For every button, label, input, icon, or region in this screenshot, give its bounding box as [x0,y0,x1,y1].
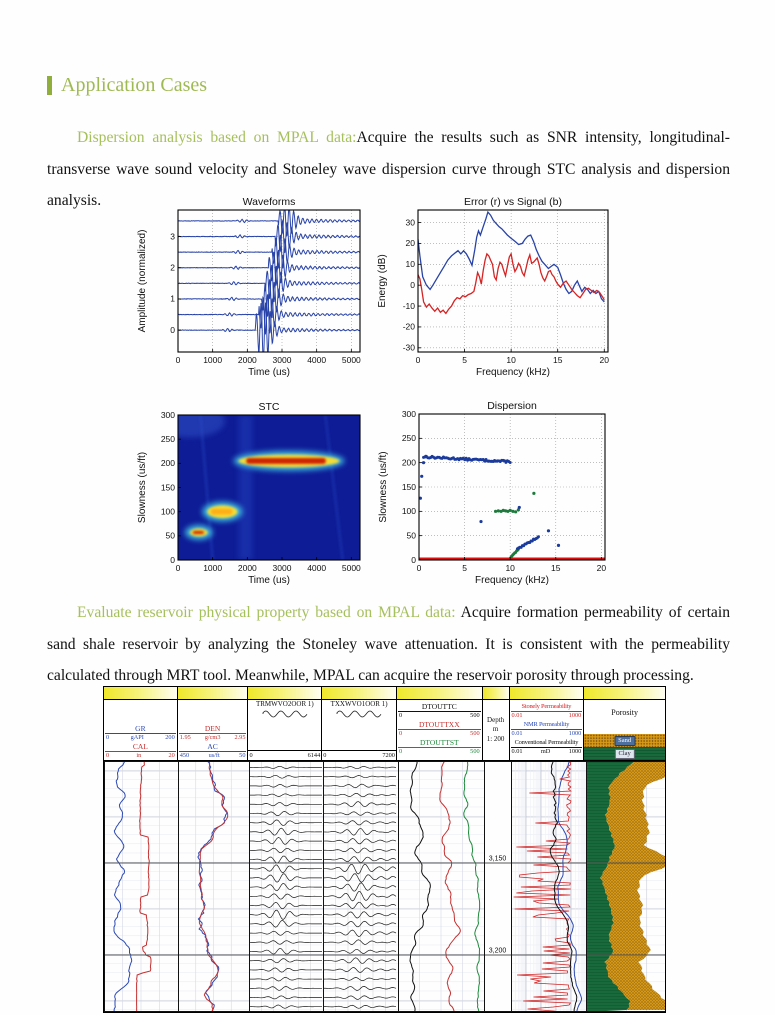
svg-text:Frequency (kHz): Frequency (kHz) [476,367,550,378]
log-track-header-porosity [584,700,665,760]
svg-text:10: 10 [506,355,516,365]
log-body [103,761,666,1013]
curve-scale: 0 in 20 [106,752,175,759]
svg-text:Amplitude (normalized): Amplitude (normalized) [137,229,148,333]
svg-text:Time (us): Time (us) [248,575,290,586]
svg-text:30: 30 [405,217,415,228]
svg-text:300: 300 [160,409,175,420]
log-header-band-cell [322,687,397,699]
svg-text:0: 0 [170,554,175,565]
svg-text:15: 15 [552,355,563,365]
log-header-band-cell [104,687,178,699]
svg-text:4000: 4000 [307,355,327,365]
curve-label: DTOUTTXX [418,720,460,729]
svg-text:1000: 1000 [203,355,223,365]
porosity-title: Porosity [611,708,638,717]
paragraph-permeability-body: Acquire formation permeability of certain sand shale reservoir by analyzing the Stoneley wave attenuation. It is consistent with the permeability calculated through MRT tool. Meanwhile, MPAL can acquire the reservoir porosity through processing. [47,604,730,684]
svg-text:Frequency (kHz): Frequency (kHz) [475,575,549,586]
curve-label: DTOUTTST [419,738,459,747]
svg-text:3000: 3000 [272,563,292,573]
log-track-header-depth [483,700,510,760]
svg-text:250: 250 [401,433,416,444]
section-heading [47,74,207,97]
svg-text:0: 0 [175,355,181,365]
svg-text:Slowness (us/ft): Slowness (us/ft) [137,451,148,524]
curve-scale: 0 gAPI 200 [106,734,175,741]
svg-text:5: 5 [462,563,467,573]
waveform-track-label: TRMWVO2OOR 1) [255,700,314,708]
curve-label: CAL [132,742,148,751]
lithology-chip: Clay [614,749,634,759]
svg-text:20: 20 [599,355,610,365]
curve-label: Stonely Permeability [521,703,572,710]
svg-text:10: 10 [505,563,515,573]
curve-label: AC [207,742,218,751]
svg-text:5000: 5000 [341,355,361,365]
svg-text:Dispersion: Dispersion [487,400,537,412]
svg-text:15: 15 [551,563,561,573]
svg-text:0: 0 [415,355,421,365]
svg-text:5000: 5000 [341,563,361,573]
log-track-header-permeability [510,700,585,760]
curve-label: Conventional Permeability [514,739,579,746]
svg-text:0: 0 [410,279,415,290]
svg-text:150: 150 [160,482,175,493]
paragraph-dispersion-lead: Dispersion analysis based on MPAL data: [77,129,357,146]
waveform-track-scale: 0 6144 [249,752,321,759]
log-header-band-cell [178,687,249,699]
log-header-band-cell [248,687,322,699]
curve-scale: 0.01 1000 [511,730,582,737]
curve-label: GR [135,724,146,733]
svg-text:-30: -30 [402,342,415,353]
log-header-band-cell [510,687,585,699]
waveforms-chart [127,196,392,391]
dispersion-chart [368,390,638,595]
log-header-band-cell [397,687,483,699]
curve-label: DTOUTTC [421,702,457,711]
depth-header-line: m [492,725,499,734]
svg-text:2: 2 [170,262,175,273]
log-track-header-txx-waveform [322,700,397,760]
svg-text:200: 200 [401,457,416,468]
svg-text:4000: 4000 [307,563,327,573]
svg-text:100: 100 [160,506,175,517]
svg-text:50: 50 [165,530,175,541]
log-header-band-cell [483,687,510,699]
svg-text:1000: 1000 [203,563,223,573]
log-header-band [103,686,666,699]
svg-text:5: 5 [462,355,467,365]
svg-text:STC: STC [258,401,280,413]
paragraph-dispersion-body: Acquire the results such as SNR intensity, longitudinal-transverse wave sound velocity and Stoneley wave dispersion curve through STC analysis and dispersion analysis. [47,129,730,209]
waveform-track-label: TXXWVO1OOR 1) [330,700,388,708]
svg-text:0: 0 [175,563,181,573]
depth-label: 3,150 [488,855,507,863]
svg-text:-20: -20 [402,321,415,332]
wiggle-icon [262,709,308,718]
svg-text:250: 250 [160,433,175,444]
curve-scale: 0.01 1000 [511,712,582,719]
svg-text:2000: 2000 [237,563,257,573]
paragraph-permeability [47,597,730,692]
svg-text:Waveforms: Waveforms [242,196,296,208]
svg-text:2000: 2000 [237,355,257,365]
log-track-header-gr-cal [104,700,178,760]
svg-text:100: 100 [401,506,416,517]
paragraph-permeability-lead: Evaluate reservoir physical property based on MPAL data: [77,604,461,621]
svg-text:Energy (dB): Energy (dB) [377,254,388,308]
curve-label: DEN [204,724,221,733]
svg-text:20: 20 [596,563,607,573]
well-log-display [103,686,666,1013]
svg-text:20: 20 [405,238,415,249]
curve-scale: 0 500 [398,712,480,719]
lithology-legend-clay [584,747,665,760]
svg-text:10: 10 [405,259,415,270]
log-track-header-trm-waveform [248,700,322,760]
log-track-header-dt-curves [397,700,483,760]
svg-text:0: 0 [411,554,416,565]
svg-text:200: 200 [160,458,175,469]
wiggle-icon [336,709,382,718]
heading-bar [47,76,52,95]
stc-heatmap-chart [127,390,392,595]
svg-text:0: 0 [170,324,175,335]
svg-text:Error (r) vs Signal (b): Error (r) vs Signal (b) [463,196,563,208]
svg-text:Slowness (us/ft): Slowness (us/ft) [378,451,389,523]
log-track-header-den-ac [178,700,249,760]
svg-text:3000: 3000 [272,355,292,365]
curve-scale: 0.01 mD 1000 [511,748,582,755]
error-vs-signal-chart [368,196,638,391]
depth-header-line: 1: 200 [486,734,505,743]
depth-header-line: Depth [487,715,505,724]
svg-text:1: 1 [170,293,175,304]
svg-text:-10: -10 [402,300,415,311]
curve-scale: 0 500 [398,730,480,737]
curve-label: NMR Permeability [523,721,570,728]
curve-scale: 1.95 g/cm3 2.95 [179,734,246,741]
lithology-legend-sand [584,734,665,747]
curve-scale: 450 us/ft 50 [179,752,246,759]
log-header [103,699,666,761]
log-header-band-cell [584,687,665,699]
heading-text: Application Cases [61,74,208,96]
lithology-chip: Sand [614,736,635,746]
waveform-track-scale: 0 7200 [323,752,395,759]
svg-text:0: 0 [416,563,422,573]
depth-label: 3,200 [488,947,507,955]
curve-scale: 0 500 [398,748,480,755]
svg-text:150: 150 [401,481,416,492]
svg-text:50: 50 [406,530,416,541]
svg-text:3: 3 [170,231,175,242]
svg-text:300: 300 [401,408,416,419]
svg-text:Time (us): Time (us) [248,367,290,378]
